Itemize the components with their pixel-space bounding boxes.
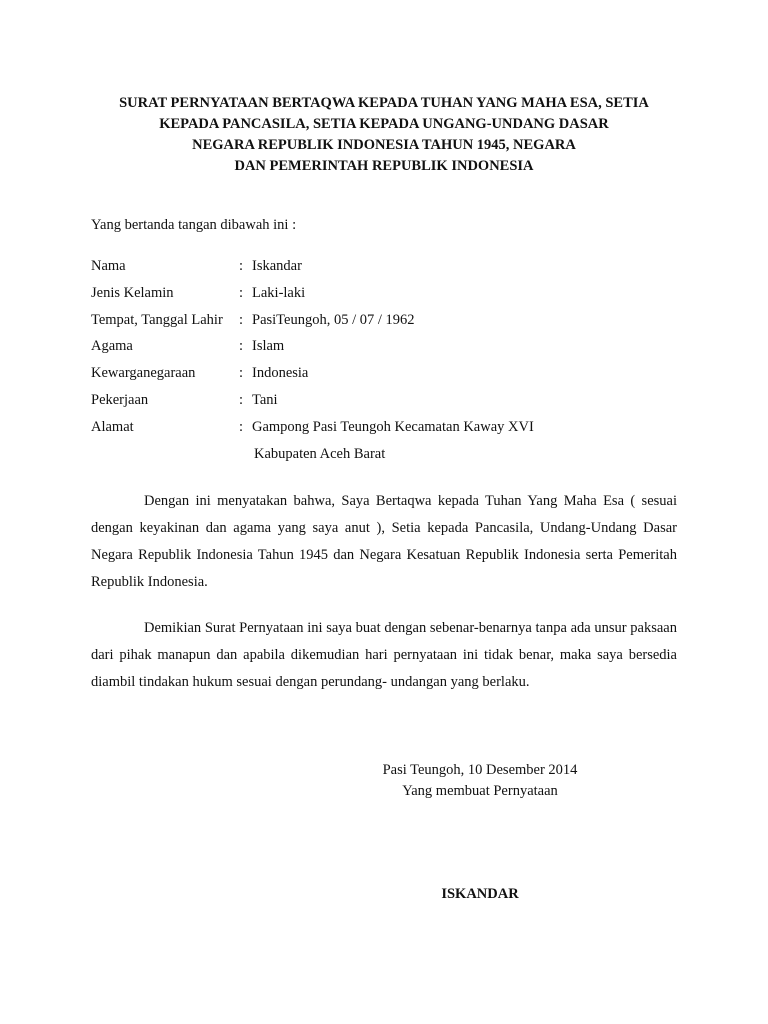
identity-row-alamat bbox=[91, 417, 691, 444]
identity-row-nama bbox=[91, 256, 691, 283]
identity-colon: : bbox=[239, 418, 244, 435]
identity-row-kewarganegaraan bbox=[91, 363, 691, 390]
identity-row-jenis-kelamin bbox=[91, 283, 691, 310]
signature-block bbox=[330, 760, 630, 802]
identity-label: Alamat bbox=[91, 418, 134, 435]
signature-role: Yang membuat Pernyataan bbox=[402, 783, 558, 799]
intro-text: Yang bertanda tangan dibawah ini : bbox=[91, 217, 297, 233]
identity-label: Kewarganegaraan bbox=[91, 365, 196, 382]
identity-label: Tempat, Tanggal Lahir bbox=[91, 311, 223, 328]
identity-value: Gampong Pasi Teungoh Kecamatan Kaway XVI bbox=[252, 418, 534, 435]
identity-label: Pekerjaan bbox=[91, 391, 149, 408]
identity-value: Iskandar bbox=[252, 258, 302, 274]
identity-row-agama bbox=[91, 336, 691, 363]
title-line: NEGARA REPUBLIK INDONESIA TAHUN 1945, NEGARA bbox=[192, 137, 576, 153]
signature-place-date: Pasi Teungoh, 10 Desember 2014 bbox=[382, 762, 578, 778]
identity-colon: : bbox=[239, 284, 244, 301]
document-title bbox=[60, 93, 708, 177]
identity-label: Nama bbox=[91, 258, 126, 274]
identity-row-pekerjaan bbox=[91, 390, 691, 417]
signatory-name: ISKANDAR bbox=[441, 886, 519, 902]
identity-colon: : bbox=[239, 311, 244, 328]
identity-label: Jenis Kelamin bbox=[91, 284, 174, 301]
identity-value: PasiTeungoh, 05 / 07 / 1962 bbox=[252, 311, 415, 328]
identity-row-tempat-tanggal-lahir bbox=[91, 310, 691, 337]
title-line: DAN PEMERINTAH REPUBLIK INDONESIA bbox=[234, 158, 534, 174]
identity-colon: : bbox=[239, 338, 244, 355]
identity-value: Tani bbox=[252, 391, 278, 408]
identity-value: Laki-laki bbox=[252, 284, 306, 301]
closing-paragraph: Demikian Surat Pernyataan ini saya buat dengan sebenar-benarnya tanpa ada unsur paksaan dari pihak manapun dan apabila dikemudian hari pernyataan ini tidak benar, maka saya bersedia diambil tindakan hukum sesuai dengan perundang- undangan yang berlaku. bbox=[91, 620, 677, 690]
identity-label: Agama bbox=[91, 338, 133, 355]
identity-colon: : bbox=[239, 365, 244, 382]
identity-value: Indonesia bbox=[252, 365, 309, 382]
identity-table bbox=[91, 256, 691, 470]
title-line: KEPADA PANCASILA, SETIA KEPADA UNGANG-UNDANG DASAR bbox=[159, 116, 609, 132]
statement-paragraph: Dengan ini menyatakan bahwa, Saya Bertaqwa kepada Tuhan Yang Maha Esa ( sesuai dengan keyakinan dan agama yang saya anut ), Setia kepada Pancasila, Undang-Undang Dasar Negara Republik Indonesia Tahun 1945 dan Negara Kesatuan Republik Indonesia serta Pemeritah Republik Indonesia. bbox=[91, 493, 677, 590]
identity-colon: : bbox=[239, 258, 244, 274]
title-line: SURAT PERNYATAAN BERTAQWA KEPADA TUHAN YANG MAHA ESA, SETIA bbox=[119, 95, 649, 111]
identity-address-continuation-row bbox=[91, 444, 691, 470]
identity-address-continuation: Kabupaten Aceh Barat bbox=[254, 445, 386, 462]
identity-colon: : bbox=[239, 391, 244, 408]
identity-value: Islam bbox=[252, 338, 285, 355]
